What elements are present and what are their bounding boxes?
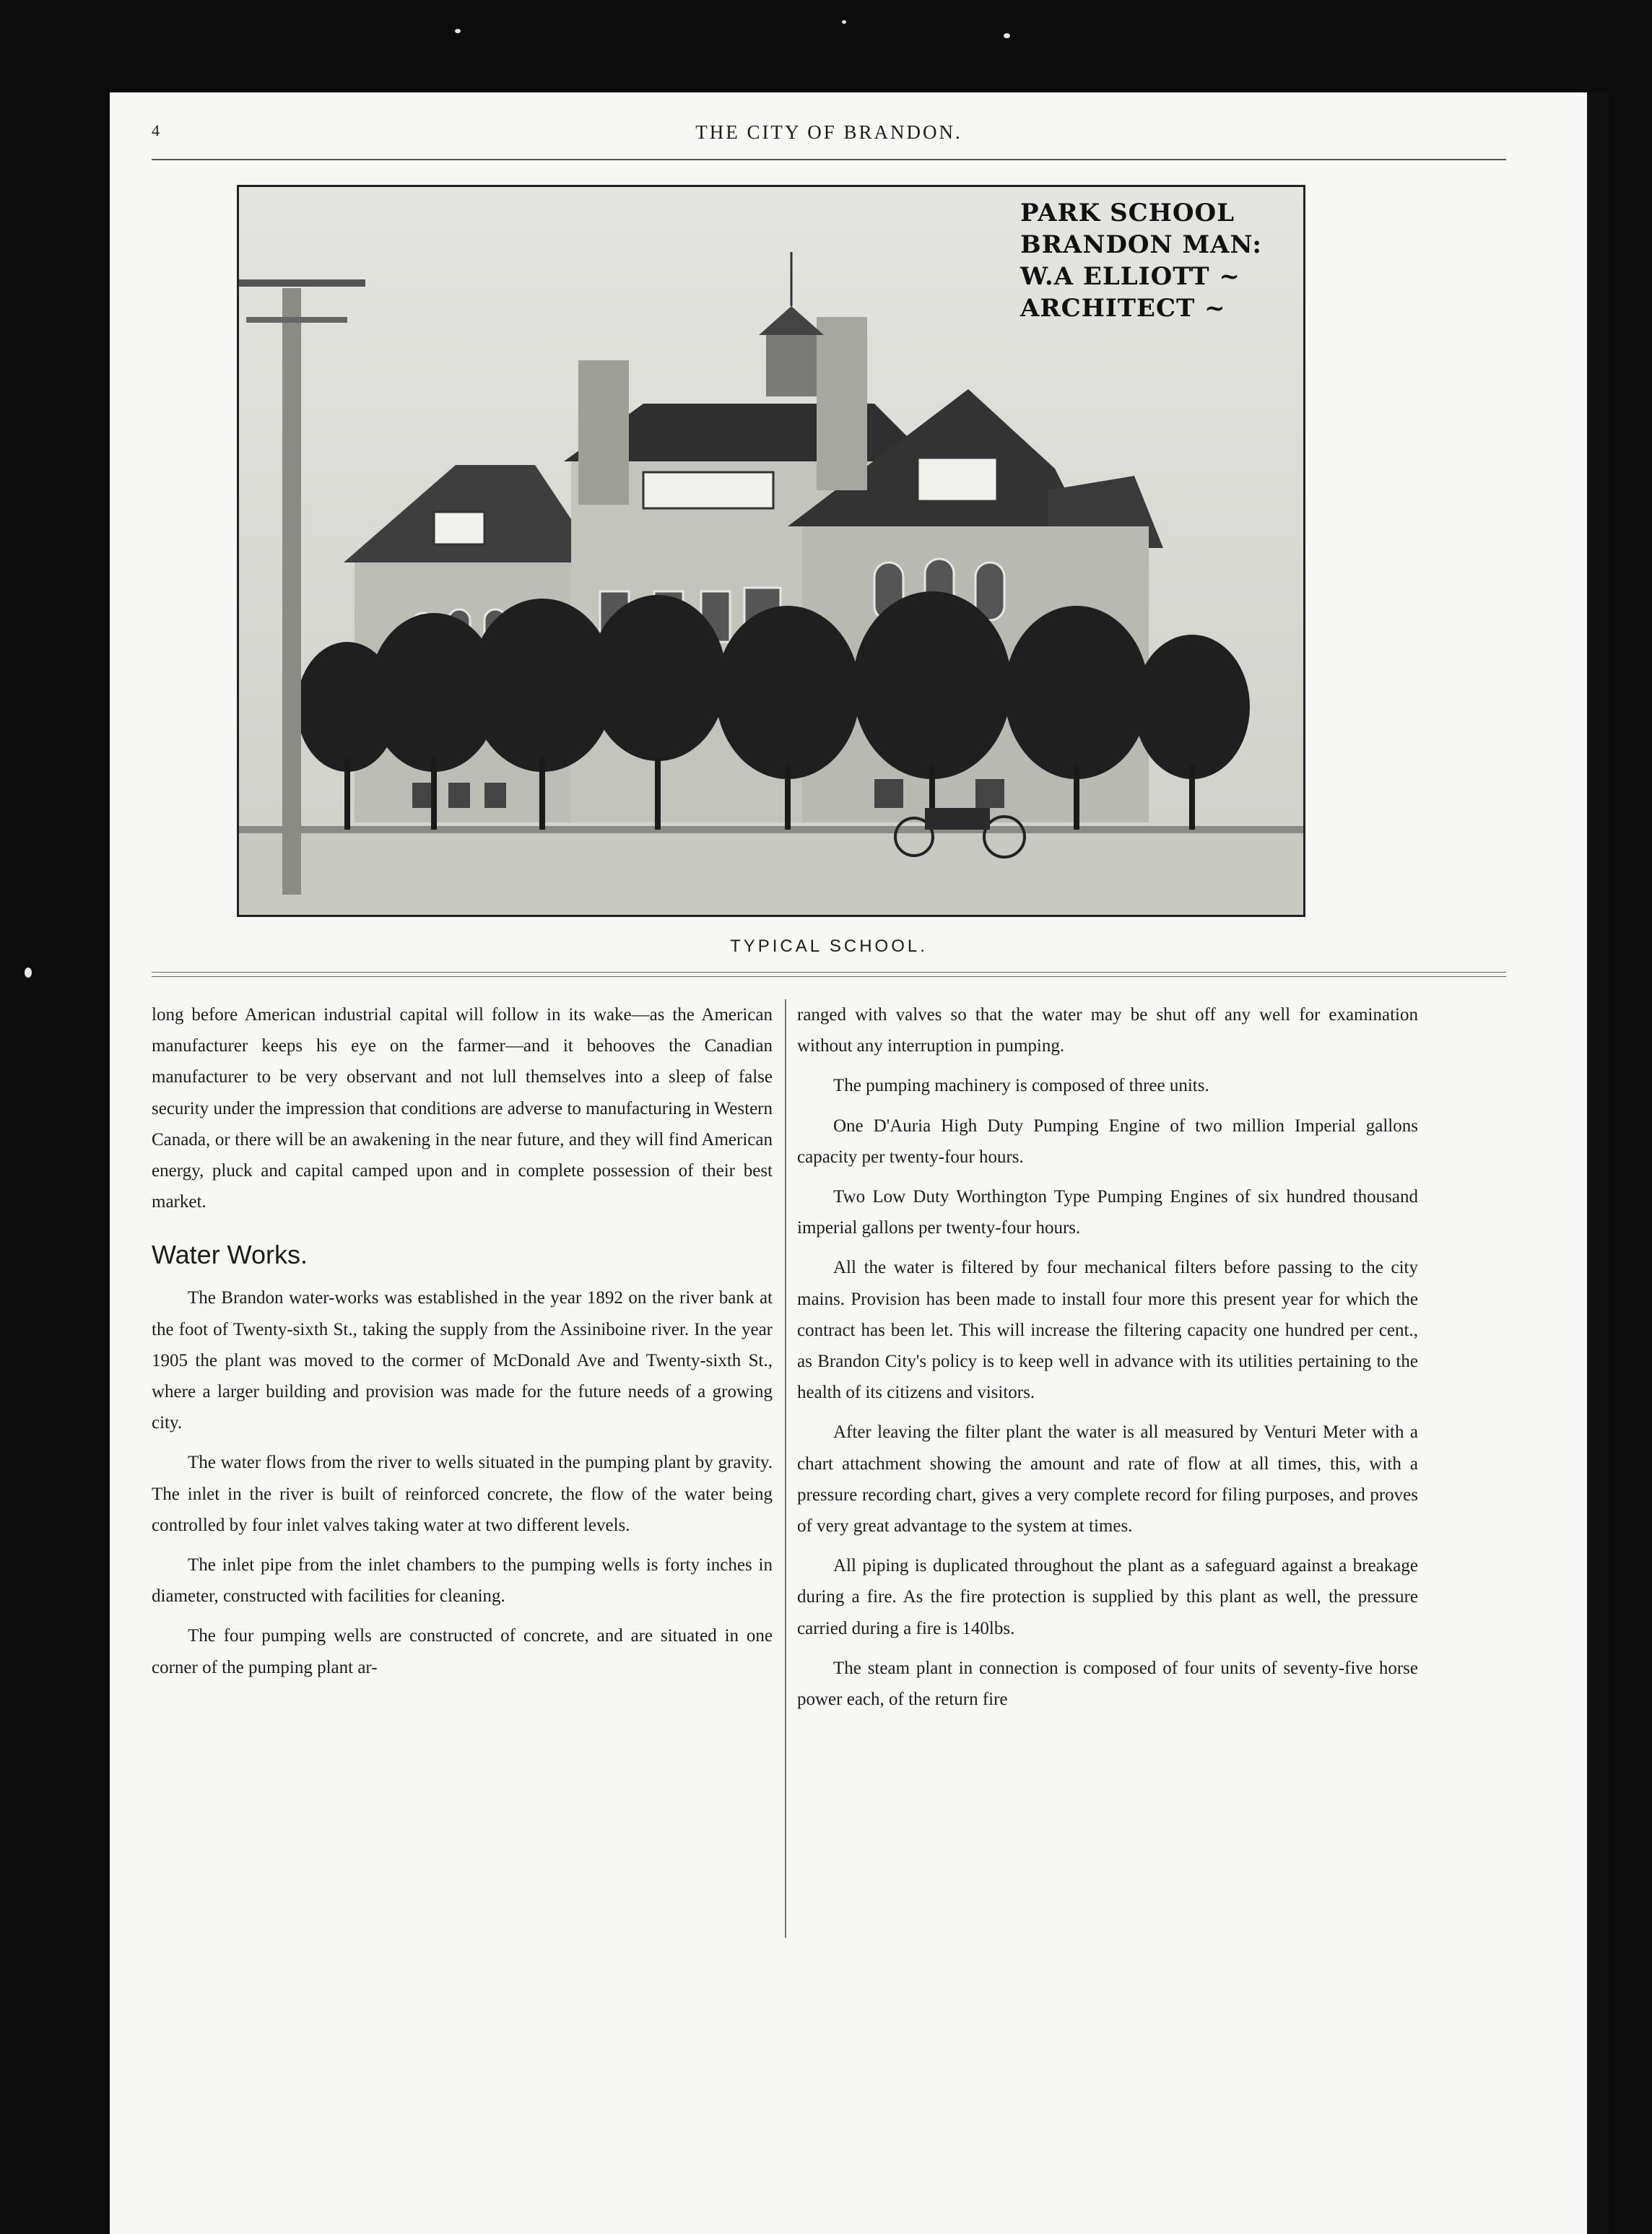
- paragraph: The four pumping wells are constructed of concrete, and are situated in one corner of the pumping plant ar-: [152, 1626, 773, 1677]
- page-header: [152, 121, 1506, 150]
- left-column: [152, 999, 773, 1692]
- photo-caption: TYPICAL SCHOOL.: [730, 936, 928, 956]
- paragraph: The water flows from the river to wells situated in the pumping plant by gravity. The inlet in the river is built of reinforced concrete, the flow of the water being controlled by four inlet valves taking water at two different levels.: [152, 1453, 773, 1535]
- paragraph: After leaving the filter plant the water is all measured by Venturi Meter with a chart attachment showing the amount and rate of flow at all times, this, with a pressure recording chart, gives a very complete record for filing purposes, and proves of very great advantage to the system at times.: [797, 1422, 1418, 1537]
- section-title: Water Works.: [152, 1240, 308, 1270]
- inscription-line: BRANDON MAN:: [1020, 230, 1262, 259]
- page-number: 4: [152, 121, 160, 139]
- paragraph: All the water is filtered by four mechanical filters before passing to the city mains. Provision has been made to install four more this present year for which the contract has been let. This will increase the filtering capacity one hundred per cent., as Brandon City's policy is to keep well in advance with its utilities pertaining to the health of its citizens and visitors.: [797, 1258, 1418, 1403]
- inscription-line: PARK SCHOOL: [1020, 199, 1235, 227]
- scan-speck: [455, 29, 461, 33]
- running-head: THE CITY OF BRANDON.: [695, 121, 962, 143]
- inscription-line: W.A ELLIOTT ~: [1020, 262, 1240, 291]
- paragraph: long before American industrial capital will follow in its wake—as the American manufacturer keeps his eye on the farmer—and it behooves the Canadian manufacturer to be very observant and not lull themselves into a sleep of false security under the impression that conditions are adverse to manufacturing in Western Canada, or there will be an awakening in the near future, and they will find American energy, pluck and capital camped upon and in complete possession of their best market.: [152, 1005, 773, 1212]
- page-gutter: [1587, 92, 1609, 2234]
- photo-inscription: [1020, 197, 1295, 324]
- paragraph: The Brandon water-works was established in the year 1892 on the river bank at the foot of Twenty-sixth St., taking the supply from the Assiniboine river. In the year 1905 the plant was moved to the cormer of McDonald Ave and Twenty-sixth St., where a larger building and provision was made for the future needs of a growing city.: [152, 1288, 773, 1433]
- right-column: [797, 999, 1418, 1724]
- scan-speck: [842, 20, 846, 24]
- caption-rule: [152, 972, 1506, 973]
- inscription-line: ARCHITECT ~: [1020, 294, 1226, 323]
- paragraph: All piping is duplicated throughout the plant as a safeguard against a breakage during a fire. As the fire protection is supplied by this plant as well, the pressure carried during a fire is 140lbs.: [797, 1556, 1418, 1638]
- paragraph: Two Low Duty Worthington Type Pumping Engines of six hundred thousand imperial gallons per twenty-four hours.: [797, 1187, 1418, 1238]
- paragraph: ranged with valves so that the water may be shut off any well for examination without any interruption in pumping.: [797, 1005, 1418, 1056]
- header-rule: [152, 159, 1506, 160]
- scan-speck: [1004, 33, 1010, 38]
- paragraph: One D'Auria High Duty Pumping Engine of two million Imperial gallons capacity per twenty-four hours.: [797, 1116, 1418, 1167]
- scan-speck: [25, 968, 32, 978]
- school-photo: [237, 185, 1305, 917]
- caption-rule: [152, 976, 1506, 977]
- paragraph: The pumping machinery is composed of three units.: [833, 1076, 1209, 1096]
- paragraph: The inlet pipe from the inlet chambers to the pumping wells is forty inches in diameter, constructed with facilities for cleaning.: [152, 1555, 773, 1607]
- column-rule: [785, 999, 786, 1938]
- paragraph: The steam plant in connection is composed of four units of seventy-five horse power each, of the return fire: [797, 1658, 1418, 1710]
